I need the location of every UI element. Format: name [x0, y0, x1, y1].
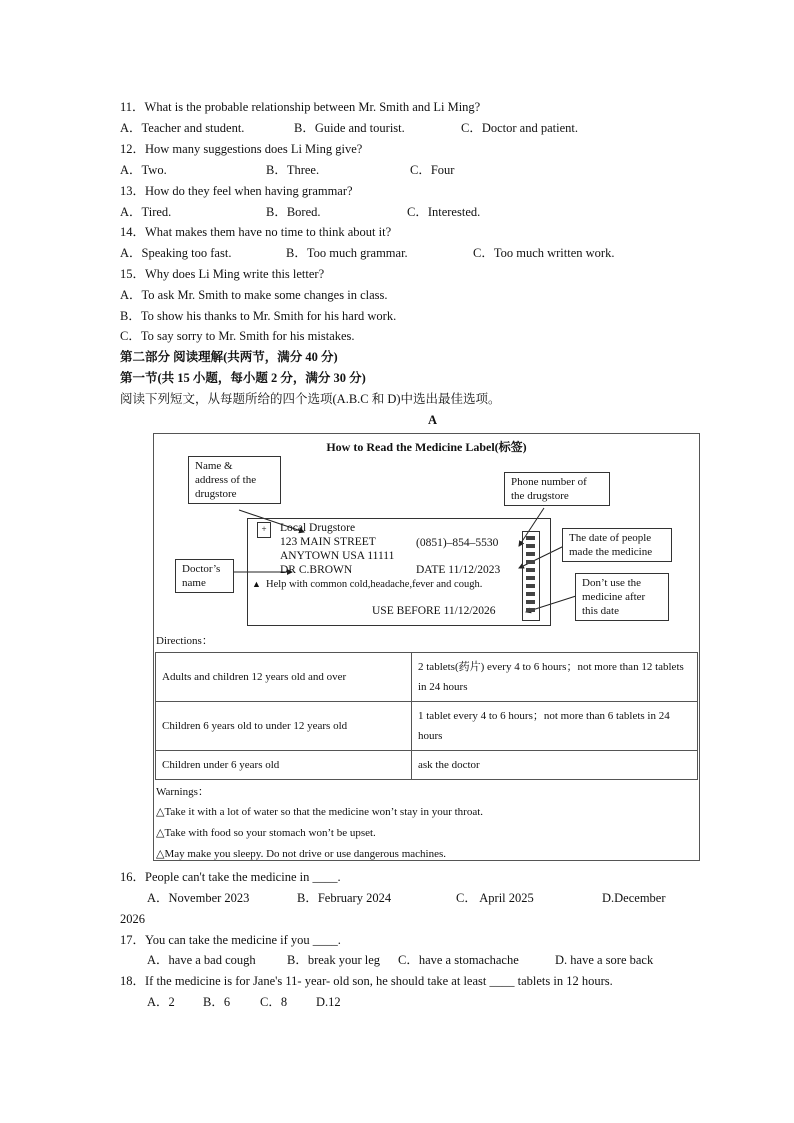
q13-option-a: A．Tired.	[120, 205, 172, 219]
q16-option-d-wrap: 2026	[120, 912, 145, 926]
q17-option-a: A．have a bad cough	[147, 953, 256, 967]
directions-label: Directions：	[156, 635, 213, 647]
q16-option-c: C． April 2025	[456, 891, 534, 905]
label-use: Help with common cold,headache,fever and cough.	[266, 579, 483, 590]
question-14-stem: 14．What makes them have no time to think about it?	[120, 225, 392, 239]
q17-option-c: C．have a stomachache	[398, 953, 519, 967]
callout-text: made the medicine	[569, 546, 653, 558]
q14-option-a: A．Speaking too fast.	[120, 246, 232, 260]
q15-option-b: B．To show his thanks to Mr. Smith for his hard work.	[120, 309, 397, 323]
section-subtitle: 第一节(共 15 小题，每小题 2 分，满分 30 分)	[120, 371, 366, 385]
directions-who: Children 6 years old to under 12 years old	[156, 702, 412, 751]
question-18-stem: 18．If the medicine is for Jane's 11- year- old son, he should take at least ____ tablets in 12 hours.	[120, 974, 613, 988]
q14-option-c: C．Too much written work.	[473, 246, 615, 260]
medicine-label	[247, 518, 551, 626]
callout-text: medicine after	[582, 591, 646, 603]
directions-who: Children under 6 years old	[156, 751, 412, 780]
directions-who: Adults and children 12 years old and over	[156, 653, 412, 702]
directions-dose: 2 tablets(药片) every 4 to 6 hours；not more than 12 tablets in 24 hours	[412, 653, 698, 702]
figure-title: How to Read the Medicine Label(标签)	[326, 440, 527, 454]
callout-text: drugstore	[195, 488, 237, 500]
table-row	[156, 702, 698, 751]
q12-option-b: B．Three.	[266, 163, 320, 177]
part-title: 第二部分 阅读理解(共两节，满分 40 分)	[120, 350, 338, 364]
label-store: Local Drugstore	[280, 522, 356, 534]
warnings-label: Warnings：	[156, 786, 209, 798]
callout-text: this date	[582, 605, 619, 617]
q12-option-c: C．Four	[410, 163, 455, 177]
question-12-stem: 12．How many suggestions does Li Ming give?	[120, 142, 363, 156]
table-row	[156, 751, 698, 780]
callout-text: The date of people	[569, 532, 652, 544]
q15-option-a: A．To ask Mr. Smith to make some changes in class.	[120, 288, 388, 302]
q11-option-b: B．Guide and tourist.	[294, 121, 405, 135]
q14-option-b: B．Too much grammar.	[286, 246, 408, 260]
question-11-stem: 11．What is the probable relationship between Mr. Smith and Li Ming?	[120, 100, 481, 114]
label-phone: (0851)–854–5530	[416, 537, 499, 549]
warning-item: △May make you sleepy. Do not drive or use dangerous machines.	[156, 848, 447, 860]
q17-option-b: B．break your leg	[287, 953, 381, 967]
callout-text: name	[182, 577, 206, 589]
q16-option-a: A．November 2023	[147, 891, 250, 905]
q16-option-b: B．February 2024	[297, 891, 392, 905]
q18-option-a: A．2	[147, 995, 175, 1009]
question-17-stem: 17．You can take the medicine if you ____.	[120, 933, 341, 947]
q15-option-c: C．To say sorry to Mr. Smith for his mistakes.	[120, 329, 355, 343]
label-date: DATE 11/12/2023	[416, 564, 501, 576]
q18-option-c: C．8	[260, 995, 288, 1009]
callout-name-address	[188, 456, 281, 504]
q16-option-d: D.December	[602, 891, 666, 905]
callout-date-made	[562, 528, 672, 562]
label-city: ANYTOWN USA 11111	[280, 550, 395, 562]
q18-option-d: D.12	[316, 995, 341, 1009]
callout-dont-use	[575, 573, 669, 621]
callout-phone	[504, 472, 610, 506]
medicine-label-figure	[153, 433, 700, 861]
passage-letter: A	[428, 413, 438, 427]
directions-table	[155, 652, 698, 780]
q17-option-d: D. have a sore back	[555, 953, 654, 967]
label-doctor: DR C.BROWN	[280, 564, 353, 576]
directions-dose: ask the doctor	[412, 751, 698, 780]
barcode-icon	[522, 531, 540, 621]
question-13-stem: 13．How do they feel when having grammar?	[120, 184, 353, 198]
directions-dose: 1 tablet every 4 to 6 hours；not more than 6 tablets in 24 hours	[412, 702, 698, 751]
q13-option-b: B．Bored.	[266, 205, 321, 219]
q11-option-c: C．Doctor and patient.	[461, 121, 578, 135]
callout-text: Phone number of	[511, 476, 587, 488]
label-expiry: USE BEFORE 11/12/2026	[372, 605, 496, 617]
callout-text: address of the	[195, 474, 257, 486]
question-15-stem: 15．Why does Li Ming write this letter?	[120, 267, 325, 281]
question-16-stem: 16．People can't take the medicine in ____.	[120, 870, 341, 884]
warning-triangle-icon: ▲	[252, 579, 261, 589]
q13-option-c: C．Interested.	[407, 205, 481, 219]
callout-text: Don’t use the	[582, 577, 642, 589]
callout-text: Name &	[195, 460, 233, 472]
callout-text: Doctor’s	[182, 563, 221, 575]
medicine-bottle-icon: +	[257, 522, 271, 538]
label-street: 123 MAIN STREET	[280, 536, 376, 548]
callout-text: the drugstore	[511, 490, 569, 502]
section-instruction: 阅读下列短文，从每题所给的四个选项(A.B.C 和 D)中选出最佳选项。	[120, 392, 501, 406]
table-row	[156, 653, 698, 702]
q11-option-a: A．Teacher and student.	[120, 121, 245, 135]
q18-option-b: B．6	[203, 995, 231, 1009]
warning-item: △Take it with a lot of water so that the medicine won’t stay in your throat.	[156, 806, 484, 818]
warning-item: △Take with food so your stomach won’t be upset.	[156, 827, 376, 839]
q12-option-a: A．Two.	[120, 163, 167, 177]
callout-doctor	[175, 559, 234, 593]
